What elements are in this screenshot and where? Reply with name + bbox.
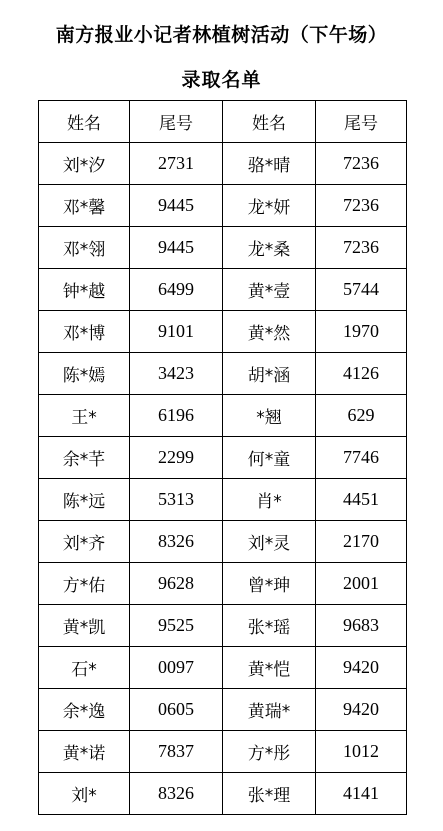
tail-number-cell: 9420 [316, 647, 407, 689]
student-name-cell: 黄*凯 [39, 605, 130, 647]
tail-number-cell: 8326 [130, 773, 223, 815]
tail-number-cell: 5744 [316, 269, 407, 311]
table-row [39, 731, 407, 773]
tail-number-cell: 2001 [316, 563, 407, 605]
student-name-cell: 石* [39, 647, 130, 689]
table-row [39, 605, 407, 647]
tail-number-cell: 0605 [130, 689, 223, 731]
tail-number-cell: 9101 [130, 311, 223, 353]
student-name-cell: 邓*博 [39, 311, 130, 353]
column-header-tail-number-2: 尾号 [316, 101, 407, 143]
tail-number-cell: 4126 [316, 353, 407, 395]
tail-number-cell: 2170 [316, 521, 407, 563]
table-header-row [39, 101, 407, 143]
table-row [39, 227, 407, 269]
tail-number-cell: 0097 [130, 647, 223, 689]
tail-number-cell: 7236 [316, 185, 407, 227]
table-row [39, 479, 407, 521]
tail-number-cell: 9683 [316, 605, 407, 647]
table-body [39, 143, 407, 815]
tail-number-cell: 9420 [316, 689, 407, 731]
student-name-cell: 黄*壹 [223, 269, 316, 311]
admission-table [38, 100, 407, 815]
student-name-cell: 方*佑 [39, 563, 130, 605]
student-name-cell: 张*瑶 [223, 605, 316, 647]
tail-number-cell: 9628 [130, 563, 223, 605]
student-name-cell: 龙*妍 [223, 185, 316, 227]
document-subtitle: 录取名单 [181, 69, 262, 91]
student-name-cell: 邓*翎 [39, 227, 130, 269]
tail-number-cell: 1970 [316, 311, 407, 353]
table-row [39, 269, 407, 311]
student-name-cell: 陈*嫣 [39, 353, 130, 395]
student-name-cell: 方*彤 [223, 731, 316, 773]
table-row [39, 563, 407, 605]
tail-number-cell: 629 [316, 395, 407, 437]
table-row [39, 143, 407, 185]
tail-number-cell: 7236 [316, 227, 407, 269]
column-header-tail-number-1: 尾号 [130, 101, 223, 143]
column-header-name-1: 姓名 [39, 101, 130, 143]
student-name-cell: 余*芊 [39, 437, 130, 479]
table-row [39, 395, 407, 437]
student-name-cell: 刘*灵 [223, 521, 316, 563]
table-row [39, 521, 407, 563]
student-name-cell: 黄*恺 [223, 647, 316, 689]
tail-number-cell: 8326 [130, 521, 223, 563]
student-name-cell: 余*逸 [39, 689, 130, 731]
student-name-cell: 何*童 [223, 437, 316, 479]
table-row [39, 437, 407, 479]
tail-number-cell: 9525 [130, 605, 223, 647]
student-name-cell: *翘 [223, 395, 316, 437]
tail-number-cell: 2731 [130, 143, 223, 185]
student-name-cell: 钟*越 [39, 269, 130, 311]
table-row [39, 185, 407, 227]
student-name-cell: 曾*珅 [223, 563, 316, 605]
student-name-cell: 黄*诺 [39, 731, 130, 773]
table-row [39, 647, 407, 689]
tail-number-cell: 4141 [316, 773, 407, 815]
student-name-cell: 刘*汐 [39, 143, 130, 185]
student-name-cell: 张*理 [223, 773, 316, 815]
student-name-cell: 肖* [223, 479, 316, 521]
tail-number-cell: 7746 [316, 437, 407, 479]
student-name-cell: 黄瑞* [223, 689, 316, 731]
table-row [39, 311, 407, 353]
student-name-cell: 胡*涵 [223, 353, 316, 395]
student-name-cell: 邓*馨 [39, 185, 130, 227]
student-name-cell: 骆*晴 [223, 143, 316, 185]
document-title: 南方报业小记者林植树活动（下午场） [55, 24, 388, 46]
tail-number-cell: 3423 [130, 353, 223, 395]
tail-number-cell: 9445 [130, 227, 223, 269]
tail-number-cell: 7837 [130, 731, 223, 773]
tail-number-cell: 9445 [130, 185, 223, 227]
tail-number-cell: 5313 [130, 479, 223, 521]
tail-number-cell: 7236 [316, 143, 407, 185]
student-name-cell: 黄*然 [223, 311, 316, 353]
table-row [39, 689, 407, 731]
tail-number-cell: 1012 [316, 731, 407, 773]
table-row [39, 353, 407, 395]
column-header-name-2: 姓名 [223, 101, 316, 143]
student-name-cell: 龙*桑 [223, 227, 316, 269]
tail-number-cell: 4451 [316, 479, 407, 521]
student-name-cell: 刘*齐 [39, 521, 130, 563]
tail-number-cell: 6196 [130, 395, 223, 437]
student-name-cell: 陈*远 [39, 479, 130, 521]
tail-number-cell: 2299 [130, 437, 223, 479]
student-name-cell: 王* [39, 395, 130, 437]
tail-number-cell: 6499 [130, 269, 223, 311]
student-name-cell: 刘* [39, 773, 130, 815]
table-row [39, 773, 407, 815]
